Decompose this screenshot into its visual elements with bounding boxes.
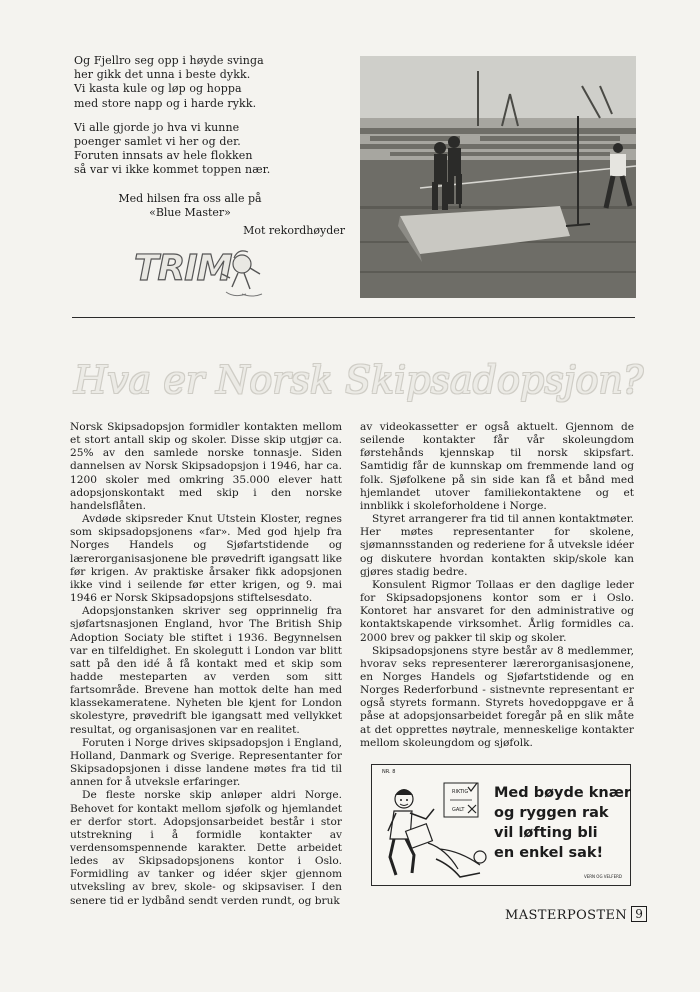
article-title: Hva er Norsk Skipsadopsjon? (74, 358, 644, 402)
poem-line: Og Fjellro seg opp i høyde svinga (74, 54, 264, 67)
article-column-left (70, 421, 342, 908)
poem-stanza-1 (74, 54, 274, 111)
poem-line: med store napp og i harde rykk. (74, 96, 257, 110)
safety-ad (371, 764, 631, 886)
ad-line: og ryggen rak (494, 805, 609, 821)
poem-line: Vi alle gjorde jo hva vi kunne (74, 120, 240, 134)
photo-high-jump (360, 56, 636, 298)
article-column-right (360, 421, 634, 750)
ad-line: vil løfting bli (494, 825, 598, 841)
greeting (100, 192, 280, 220)
ad-line: en enkel sak! (494, 845, 604, 861)
paragraph: Adopsjonstanken skriver seg opprinnelig fra sjøfartsnasjonen England, hvor The British Ship Adoption Sociaty ble stiftet i 1936. Begynnelsen var en tilfeldighet. En skolegutt i London var blitt satt på den idé å få kontakt med et skip som hadde mesteparten av verden som sitt fartsområde. Brevene han mottok delte han med klassekameratene. Nyheten ble kjent for London skolestyre, prøvedrift ble igangsatt med vellykket resultat, og organisasjonen var en realitet. (70, 605, 342, 736)
page-number: 9 (631, 906, 647, 922)
paragraph: Styret arrangerer fra tid til annen kontaktmøter. Her møtes representanter for skolene, sjømannsstanden og rederiene for å utveksle idéer og diskutere hvordan kontakten skip/skole kan gjøres stadig bedre. (360, 513, 634, 578)
poem-line: Foruten innsats av hele flokken (74, 149, 253, 163)
trim-logo (130, 238, 270, 302)
sign-riktig: RIKTIG (452, 789, 469, 795)
poem-line: poenger samlet vi her og der. (74, 135, 241, 149)
paragraph: av videokassetter er også aktuelt. Gjennom de seilende kontakter får vår skoleungdom førstehånds kjennskap til norsk skipsfart. Samtidig får de kunnskap om fremmende land og folk. Sjøfolkene på sin side kan få et bånd med hjemlandet utover familiekontaktene og et innblikk i skoleforholdene i Norge. (360, 421, 634, 512)
publication-name: MASTERPOSTEN (505, 908, 628, 923)
lifting-illustration (380, 773, 492, 881)
svg-text:TRIM: TRIM (134, 248, 232, 289)
sign-galt: GALT (452, 807, 465, 813)
photo-caption: Mot rekordhøyder (243, 224, 345, 237)
ad-credit: VERN OG VELFERD (583, 874, 622, 879)
poem-line: så var vi ikke kommet toppen nær. (74, 163, 271, 177)
poem (74, 54, 274, 188)
paragraph: Konsulent Rigmor Tollaas er den daglige leder for Skipsadopsjonens kontor som er i Oslo. Kontoret har ansvaret for den administrative og kontaktskapende virksomhet. Årlig formidles ca. 2000 brev og pakker til skip og skoler. (360, 578, 634, 644)
section-divider (72, 317, 635, 318)
page-footer (505, 906, 647, 923)
ad-slogan (494, 783, 632, 863)
paragraph: Norsk Skipsadopsjon formidler kontakten mellom et stort antall skip og skoler. Disse skip utgjør ca. 25% av den samlede norske tonnasje. Siden dannelsen av Norsk Skipsadopsjon i 1946, har ca. 1200 skoler med omkring 35.000 elever hatt adopsjonskontakt med skip i den norske handelsflåten. (70, 421, 342, 512)
paragraph: Skipsadopsjonens styre består av 8 medlemmer, hvorav seks representerer lærerorganisasjonene, en Norges Handels og Sjøfartstidende og en Norges Rederforbund - sistnevnte representant er også styrets formann. Styrets hovedoppgave er å påse at adopsjonsarbeidet foregår på en slik måte at det opprettes nøytrale, menneskelige kontakter mellom skoleungdom og sjøfolk. (360, 644, 634, 749)
ad-line: Med bøyde knær (494, 785, 632, 801)
poem-line: her gikk det unna i beste dykk. (74, 68, 251, 82)
poem-stanza-2 (74, 121, 274, 178)
poem-line: Vi kasta kule og løp og hoppa (74, 82, 242, 96)
paragraph: De fleste norske skip anløper aldri Norge. Behovet for kontakt mellom sjøfolk og hjemlandet er derfor stort. Adopsjonsarbeidet består i stor utstrekning i å formidle kontakter av verdensomspennende karakter. Dette arbeidet ledes av Skipsadopsjonens kontor i Oslo. Formidling av tanker og idéer skjer gjennom utveksling av brev, skole- og skipsaviser. I den senere tid er lydbånd sendt verden rundt, og bruk (70, 789, 342, 907)
greeting-line: Med hilsen fra oss alle på (118, 192, 262, 205)
ad-number: NR. 8 (382, 769, 396, 775)
greeting-line: «Blue Master» (149, 206, 231, 219)
paragraph: Avdøde skipsreder Knut Utstein Kloster, regnes som skipsadopsjonens «far». Med god hjelp fra Norges Handels og Sjøfartstidende og lærerorganisasjonene ble prøvedrift igangsatt like før krigen. Av praktiske årsaker fikk adopsjonen ikke vind i seilende før etter krigen, og 9. mai 1946 er Norsk Skipsadopsjons stiftelsesdato. (70, 513, 342, 605)
paragraph: Foruten i Norge drives skipsadopsjon i England, Holland, Danmark og Sverige. Representanter for Skipsadopsjonen i disse landene møtes fra tid til annen for å utveksle erfaringer. (70, 736, 342, 789)
